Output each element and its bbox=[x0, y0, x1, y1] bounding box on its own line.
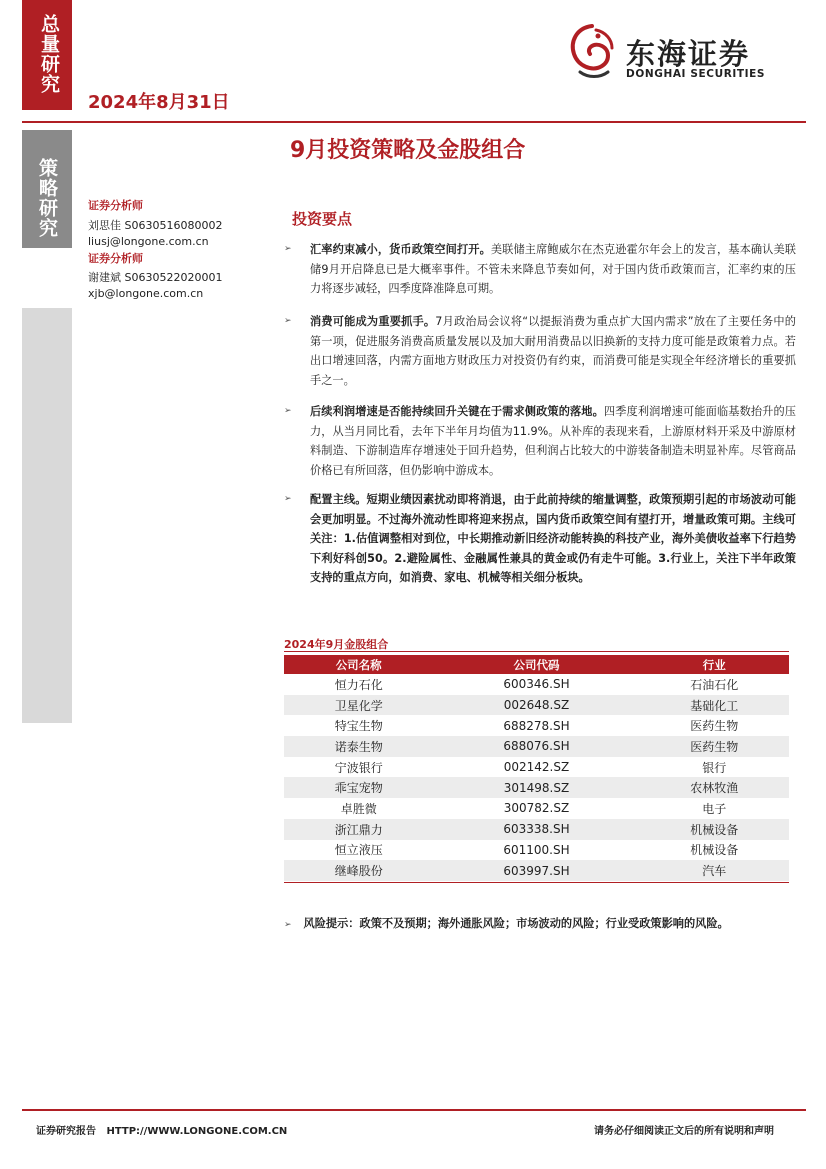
risk-text: 政策不及预期；海外通胀风险；市场波动的风险；行业受政策影响的风险。 bbox=[359, 917, 729, 930]
company-name: 诺泰生物 bbox=[284, 736, 433, 757]
table-row bbox=[284, 695, 789, 716]
company-name: 特宝生物 bbox=[334, 719, 383, 734]
arrow-icon: ➢ bbox=[284, 406, 292, 416]
company-name: 乖宝宠物 bbox=[284, 777, 433, 798]
analyst-name-id: 谢建斌 S0630522020001 bbox=[88, 271, 223, 284]
bullet-text: 美联储主席鲍威尔在杰克逊霍尔年会上的发言，基本确认美联储9月开启降息已是大概率事件。不管未来降息节奏如何，对于国内货币政策而言，汇率约束的压力将逐步减轻，四季度降准降息可期。 bbox=[310, 243, 796, 295]
industry: 石油石化 bbox=[690, 677, 739, 692]
column-header: 公司名称 bbox=[284, 655, 433, 674]
company-code: 301498.SZ bbox=[433, 777, 639, 798]
industry: 机械设备 bbox=[640, 819, 789, 840]
side-tab-light bbox=[22, 308, 72, 723]
company-name: 浙江鼎力 bbox=[284, 819, 433, 840]
risk-warning bbox=[284, 915, 729, 931]
analyst-name-id: 刘思佳 S0630516080002 bbox=[88, 219, 223, 232]
side-tab-label-strategy: 策略研究 bbox=[36, 158, 58, 238]
footer-left bbox=[36, 1122, 287, 1137]
industry: 汽车 bbox=[640, 860, 789, 881]
logo-english-name: DONGHAI SECURITIES bbox=[626, 68, 766, 80]
table-row bbox=[284, 777, 789, 798]
column-header: 行业 bbox=[640, 655, 789, 674]
industry: 农林牧渔 bbox=[640, 777, 789, 798]
golden-stock-table bbox=[284, 655, 789, 881]
table-row bbox=[284, 860, 789, 881]
table-row bbox=[284, 840, 789, 861]
risk-label: 风险提示： bbox=[303, 917, 360, 930]
industry: 医药生物 bbox=[690, 719, 739, 734]
company-code: 688278.SH bbox=[503, 718, 570, 733]
report-date: 2024年8月31日 bbox=[88, 92, 230, 113]
company-name: 恒力石化 bbox=[334, 677, 383, 692]
bullet-lead: 汇率约束减小，货币政策空间打开。 bbox=[310, 243, 491, 256]
analyst-role: 证券分析师 bbox=[88, 199, 143, 212]
company-name: 宁波银行 bbox=[334, 760, 383, 775]
table-row bbox=[284, 757, 789, 778]
table-title: 2024年9月金股组合 bbox=[284, 638, 389, 651]
bullet-text: 四季度利润增速可能面临基数抬升的压力，从当月同比看，去年下半年月均值为11.9%。从补库的表现来看，上游原材料开采及中游原材料制造、下游制造库存增速处于回升趋势，但利润占比较大的中游装备制造未明显补库。尽管商品价格已有所回落，但仍影响中游成本。 bbox=[310, 405, 796, 477]
footer-disclaimer: 请务必仔细阅读正文后的所有说明和声明 bbox=[594, 1126, 774, 1137]
column-header: 公司代码 bbox=[433, 655, 639, 674]
arrow-icon: ➢ bbox=[284, 244, 292, 254]
table-row bbox=[284, 819, 789, 840]
bullet-lead: 消费可能成为重要抓手。 bbox=[310, 315, 436, 328]
header-divider bbox=[22, 121, 806, 123]
side-tab-label-top: 总量研究 bbox=[38, 14, 60, 94]
bullet-lead: 后续利润增速是否能持续回升关键在于需求侧政策的落地。 bbox=[310, 405, 604, 418]
section-title: 投资要点 bbox=[292, 210, 353, 228]
table-row bbox=[284, 715, 789, 736]
bullet-item bbox=[284, 312, 796, 390]
bullet-item bbox=[284, 240, 796, 299]
company-name: 继峰股份 bbox=[284, 860, 433, 881]
table-bottom-rule bbox=[284, 882, 789, 883]
report-title: 9月投资策略及金股组合 bbox=[290, 138, 526, 163]
company-code: 603997.SH bbox=[433, 860, 639, 881]
logo-chinese-name: 东海证券 bbox=[626, 37, 751, 71]
analyst-email[interactable]: liusj@longone.com.cn bbox=[88, 235, 209, 248]
bullet-text: 7月政治局会议将“以提振消费为重点扩大国内需求”放在了主要任务中的第一项，促进服务消费高质量发展以及加大耐用消费品以旧换新的支持力度可能是政策着力点。若出口增速回落，内需方面地方财政压力对投资仍有约束，而消费可能是实现全年经济增长的重要抓手之一。 bbox=[310, 315, 796, 387]
company-name: 卫星化学 bbox=[284, 695, 433, 716]
industry: 医药生物 bbox=[640, 736, 789, 757]
bullet-item bbox=[284, 402, 796, 480]
footer-divider bbox=[22, 1109, 806, 1111]
table-row bbox=[284, 798, 789, 819]
analyst-email[interactable]: xjb@longone.com.cn bbox=[88, 287, 204, 300]
company-code: 688076.SH bbox=[433, 736, 639, 757]
industry: 电子 bbox=[702, 801, 727, 816]
bullet-item bbox=[284, 490, 796, 588]
table-row bbox=[284, 674, 789, 695]
table-header-row bbox=[284, 655, 789, 674]
company-code: 002648.SZ bbox=[433, 695, 639, 716]
footer-website-link[interactable]: HTTP://WWW.LONGONE.COM.CN bbox=[106, 1126, 288, 1137]
donghai-logo-icon bbox=[566, 22, 618, 82]
table-top-rule bbox=[284, 651, 789, 652]
arrow-icon: ➢ bbox=[284, 494, 292, 504]
industry: 银行 bbox=[702, 760, 727, 775]
company-code: 600346.SH bbox=[503, 677, 570, 692]
company-name: 恒立液压 bbox=[334, 843, 383, 858]
company-name: 卓胜微 bbox=[340, 801, 377, 816]
company-code: 002142.SZ bbox=[503, 760, 570, 775]
arrow-icon: ➢ bbox=[284, 920, 292, 930]
table-row bbox=[284, 736, 789, 757]
industry: 机械设备 bbox=[690, 843, 739, 858]
company-code: 601100.SH bbox=[503, 842, 570, 857]
company-code: 300782.SZ bbox=[503, 801, 570, 816]
company-code: 603338.SH bbox=[433, 819, 639, 840]
bullet-lead: 配置主线。短期业绩因素扰动即将消退，由于此前持续的缩量调整，政策预期引起的市场波动可能会更加明显。不过海外流动性即将迎来拐点，国内货币政策空间有望打开，增量政策可期。主线可关注：1.估值调整相对到位，中长期推动新旧经济动能转换的科技产业，海外美债收益率下行趋势下利好科创50。2.避险属性、金融属性兼具的黄金或仍有走牛可能。3.行业上，关注下半年政策支持的重点方向，如消费、家电、机械等相关细分板块。 bbox=[310, 493, 796, 584]
footer-report-type: 证券研究报告 bbox=[36, 1126, 96, 1137]
analyst-role: 证券分析师 bbox=[88, 252, 143, 265]
industry: 基础化工 bbox=[640, 695, 789, 716]
arrow-icon: ➢ bbox=[284, 316, 292, 326]
